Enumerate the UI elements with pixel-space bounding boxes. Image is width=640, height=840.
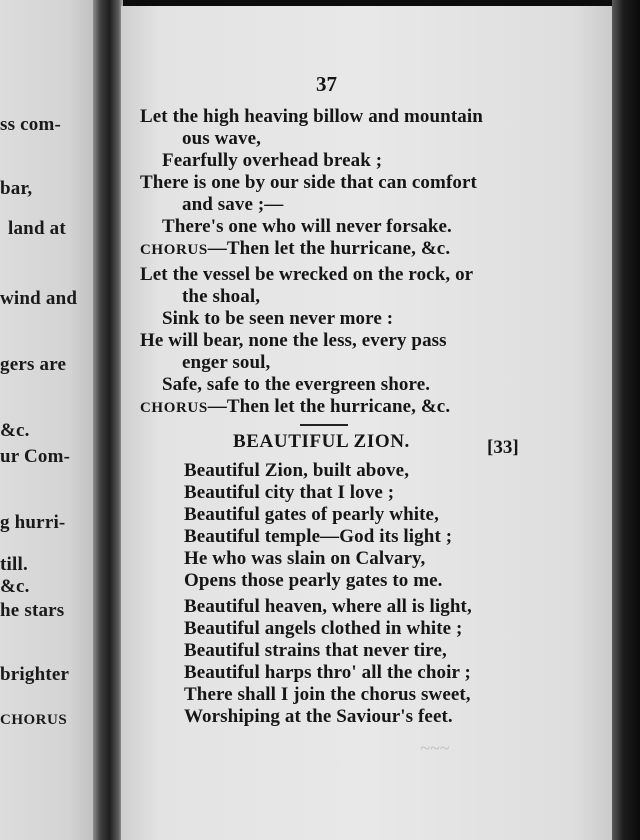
hymn-line: Beautiful strains that never tire, (184, 640, 447, 661)
hymn-title: BEAUTIFUL ZION. (233, 431, 410, 452)
left-fragment: &c. (0, 420, 30, 441)
verse-line: He will bear, none the less, every pass (140, 330, 447, 351)
chorus-label: CHORUS (140, 400, 208, 416)
previous-page (0, 0, 98, 840)
left-fragment: gers are (0, 354, 67, 375)
chorus-dash: — (207, 238, 227, 259)
left-fragment: &c. (0, 576, 30, 597)
verse-line: enger soul, (182, 352, 271, 373)
verse-line: Fearfully overhead break ; (162, 150, 383, 171)
left-fragment: land at (8, 218, 66, 239)
hymn-line: Beautiful gates of pearly white, (184, 504, 439, 525)
left-fragment: brighter (0, 664, 70, 685)
left-fragment: till. (0, 554, 28, 575)
chorus-text: Then let the hurricane, &c. (226, 396, 451, 417)
hymn-line: There shall I join the chorus sweet, (184, 684, 471, 705)
verse-line: the shoal, (182, 286, 261, 307)
verse-line: ous wave, (182, 128, 262, 149)
hymn-line: Beautiful angels clothed in white ; (184, 618, 463, 639)
left-fragment: ss com- (0, 114, 62, 135)
hymn-line: Beautiful city that I love ; (184, 482, 395, 503)
left-fragment: g hurri- (0, 512, 66, 533)
left-fragment: ur Com- (0, 446, 71, 467)
left-fragment: wind and (0, 288, 78, 309)
book-gutter (93, 0, 123, 840)
bleed-through-text: ~~~ (420, 738, 450, 758)
left-fragment: he stars (0, 600, 65, 621)
section-divider (300, 424, 348, 426)
chorus-label: CHORUS (140, 242, 208, 258)
verse-line: There is one by our side that can comfort (140, 172, 477, 193)
hymn-line: Beautiful temple—God its light ; (184, 526, 453, 547)
verse-line: and save ;— (182, 194, 284, 215)
chorus-text: Then let the hurricane, &c. (226, 238, 451, 259)
chorus-dash: — (207, 396, 227, 417)
left-fragment: bar, (0, 178, 33, 199)
page-edge-shadow (612, 0, 640, 840)
hymn-line: Opens those pearly gates to me. (184, 570, 443, 591)
hymn-line: Beautiful harps thro' all the choir ; (184, 662, 471, 683)
hymn-line: Worshiping at the Saviour's feet. (184, 706, 453, 727)
hymn-line: Beautiful Zion, built above, (184, 460, 410, 481)
verse-line: Safe, safe to the evergreen shore. (162, 374, 431, 395)
left-fragment: CHORUS (0, 712, 68, 728)
hymn-line: Beautiful heaven, where all is light, (184, 596, 472, 617)
verse-line: Sink to be seen never more : (162, 308, 394, 329)
verse-line: There's one who will never forsake. (162, 216, 452, 237)
chorus-line (140, 238, 450, 260)
hymn-line: He who was slain on Calvary, (184, 548, 426, 569)
page-number: 37 (316, 72, 337, 96)
chorus-line (140, 396, 450, 418)
verse-line: Let the high heaving billow and mountain (140, 106, 483, 127)
hymn-number: [33] (487, 437, 519, 458)
verse-line: Let the vessel be wrecked on the rock, or (140, 264, 474, 285)
